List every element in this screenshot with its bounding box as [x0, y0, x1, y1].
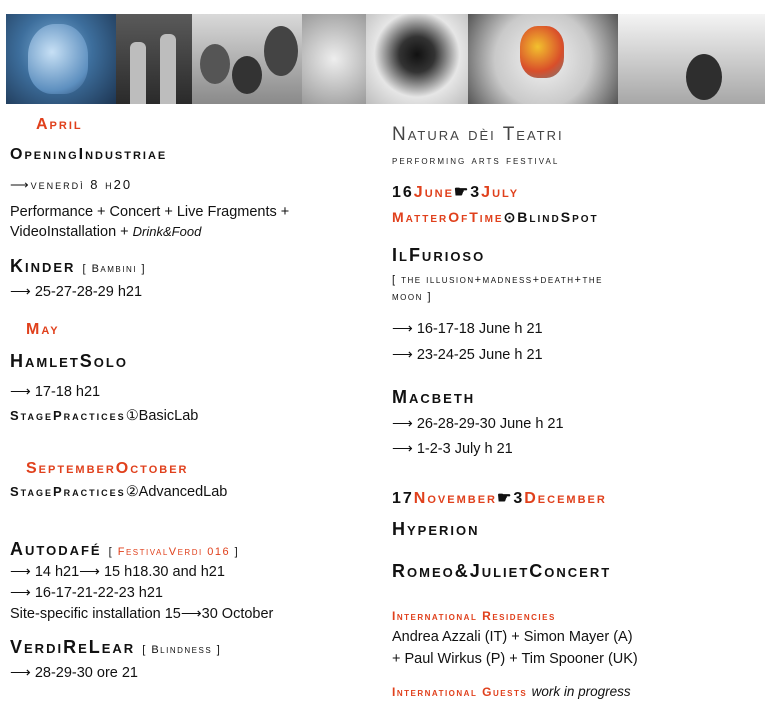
matter-of-time-blind-spot: MatterOfTime⊙BlindSpot [392, 209, 599, 225]
photo-man-tree [618, 14, 765, 104]
furioso-subtitle-1: [ the illusion+madness+death+the [392, 274, 603, 286]
furioso-dates-1: ⟶ 16-17-18 June h 21 [392, 321, 543, 337]
date-range-november-december: 17November☛3December [392, 490, 607, 507]
photo-blue-head [6, 14, 116, 104]
event-autodafe: Autodafé [ FestivalVerdi 016 ] [10, 539, 240, 559]
autodafe-installation: Site-specific installation 15⟶30 October [10, 606, 274, 622]
event-romeo-juliet-concert: Romeo&JulietConcert [392, 561, 612, 581]
event-kinder: Kinder [ Bambini ] [10, 256, 147, 276]
residency-artists-2: + Paul Wirkus (P) + Tim Spooner (UK) [392, 651, 638, 667]
furioso-subtitle-2: moon ] [392, 291, 432, 303]
furioso-dates-2: ⟶ 23-24-25 June h 21 [392, 347, 543, 363]
opening-date: ⟶venerdì 8 h20 [10, 177, 133, 192]
opening-desc-2: VideoInstallation + Drink&Food [10, 224, 202, 240]
festival-title: Natura dèi Teatri [392, 124, 564, 145]
residency-artists-1: Andrea Azzali (IT) + Simon Mayer (A) [392, 629, 633, 645]
macbeth-dates-2: ⟶ 1-2-3 July h 21 [392, 441, 513, 457]
month-april: April [36, 116, 83, 133]
month-may: May [26, 321, 60, 338]
festival-subtitle: performing arts festival [392, 153, 560, 167]
autodafe-dates-1: ⟶ 14 h21⟶ 15 h18.30 and h21 [10, 564, 225, 580]
autodafe-dates-2: ⟶ 16-17-21-22-23 h21 [10, 585, 163, 601]
photo-banner [6, 14, 765, 104]
photo-figures [116, 14, 192, 104]
macbeth-dates-1: ⟶ 26-28-29-30 June h 21 [392, 416, 564, 432]
international-residencies-label: International Residencies [392, 609, 556, 623]
event-opening-industriae: OpeningIndustriae [10, 146, 168, 163]
photo-masked-faces [192, 14, 302, 104]
kinder-date: ⟶ 25-27-28-29 h21 [10, 284, 143, 300]
months-september-october: SeptemberOctober [26, 460, 189, 477]
stage-practices-advanced: StagePractices②AdvancedLab [10, 484, 228, 500]
event-il-furioso: IlFurioso [392, 245, 486, 265]
event-hamlet-solo: HamletSolo [10, 351, 128, 371]
opening-desc-1: Performance + Concert + Live Fragments + [10, 204, 290, 220]
hamlet-date: ⟶ 17-18 h21 [10, 384, 101, 400]
event-verdi-re-lear: VerdiReLear [ Blindness ] [10, 637, 222, 657]
photo-tree-silhouette [366, 14, 468, 104]
verdi-date: ⟶ 28-29-30 ore 21 [10, 665, 139, 681]
date-range-june-july: 16June☛3July [392, 184, 520, 201]
photo-stage-projection [468, 14, 618, 104]
event-macbeth: Macbeth [392, 387, 476, 407]
stage-practices-basic: StagePractices①BasicLab [10, 408, 199, 424]
photo-texture [302, 14, 366, 104]
event-hyperion: Hyperion [392, 519, 480, 539]
international-guests-line: International Guests work in progress [392, 684, 631, 699]
